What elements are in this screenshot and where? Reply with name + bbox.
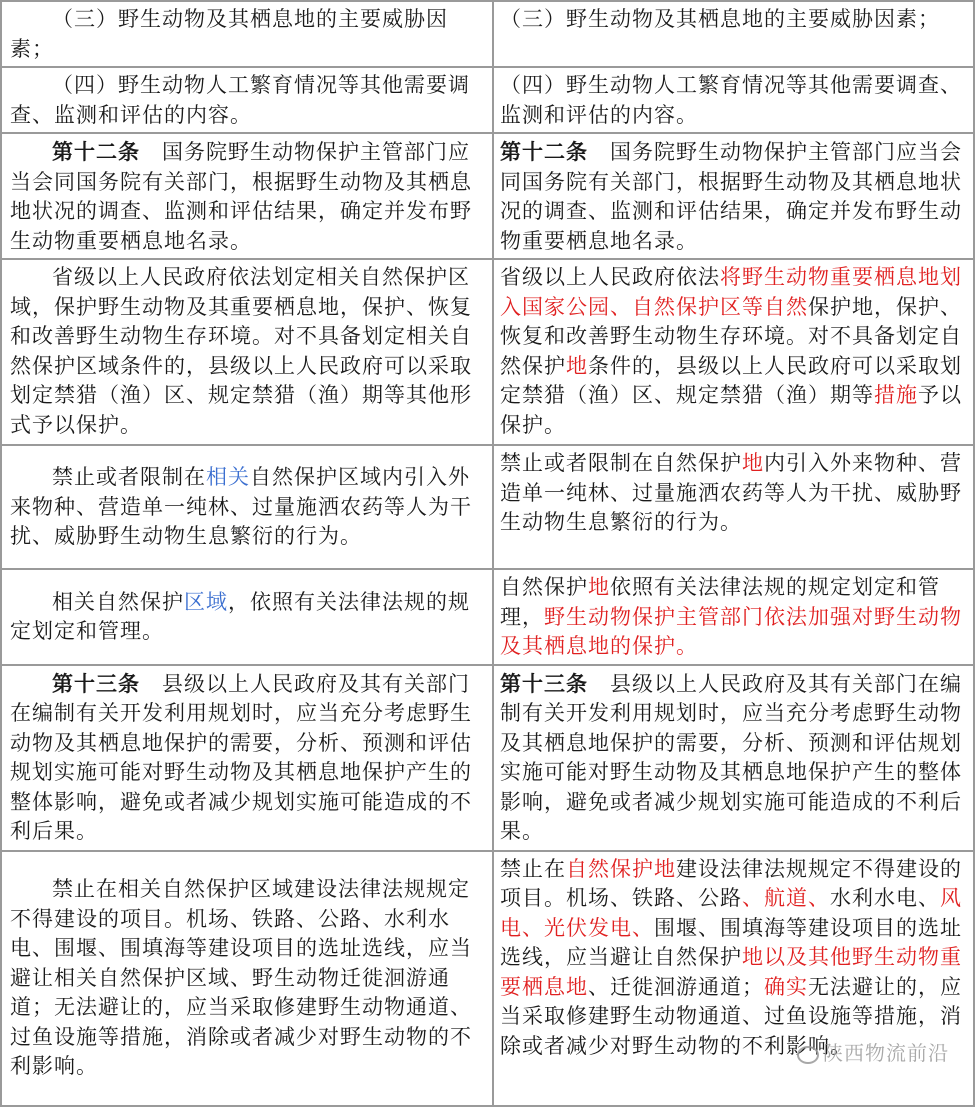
highlighted-text: 措施	[874, 383, 919, 407]
text-segment: （四）野生动物人工繁育情况等其他需要调查、监测和评估的内容。	[500, 73, 963, 127]
right-cell	[493, 851, 974, 1106]
text-segment: 省级以上人民政府依法划定相关自然保护区域，保护野生动物及其重要栖息地，保护、恢复和改善野生动物生存环境。对不具备划定相关自然保护区域条件的，县级以上人民政府可以采取划定禁猎（渔）区、规定禁猎（渔）期等其他形式予以保护。	[10, 265, 472, 437]
highlighted-text: 确实	[764, 974, 809, 999]
left-cell	[1, 445, 493, 569]
article-number: 第十三条	[52, 670, 140, 696]
right-cell	[493, 665, 974, 851]
text-segment: 相关自然保护	[52, 589, 184, 614]
highlighted-text: 将野生动物重要栖息地划入国家公园、自然保护区等自然	[500, 265, 963, 319]
text-segment: 条件的，县级以上人民政府可以采取划定禁猎（渔）区、规定禁猎（渔）期等	[500, 353, 963, 407]
highlighted-text: 区域	[184, 589, 228, 614]
left-cell	[1, 133, 493, 259]
text-segment: 禁止在相关自然保护区域建设法律法规规定不得建设的项目。机场、铁路、公路、水利水电、围堰、围填海等建设项目的选址选线，应当避让相关自然保护区域、野生动物迁徙洄游通道；无法避让的，应当采取修建野生动物通道、过鱼设施等措施，消除或者减少对野生动物的不利影响。	[10, 877, 472, 1079]
right-cell	[493, 445, 974, 569]
watermark-text: 陕西物流前沿	[823, 1041, 949, 1065]
text-segment: 县级以上人民政府及其有关部门在编制有关开发利用规划时，应当充分考虑野生动物及其栖息地保护的需要，分析、预测和评估规划实施可能对野生动物及其栖息地保护产生的整体影响，避免或者减少规划实施可能造成的不利后果。	[500, 671, 963, 843]
right-cell	[493, 1, 974, 67]
right-cell	[493, 569, 974, 665]
right-cell	[493, 67, 974, 133]
text-segment: 内引入外来物种、营造单一纯林、过量施洒农药等人为干扰、威胁野生动物生息繁衍的行为。	[500, 451, 963, 534]
left-cell	[1, 67, 493, 133]
text-segment: （四）野生动物人工繁育情况等其他需要调查、监测和评估的内容。	[10, 73, 470, 127]
right-cell	[493, 133, 974, 259]
text-segment: （三）野生动物及其栖息地的主要威胁因素；	[10, 7, 448, 61]
text-segment: 省级以上人民政府依法	[500, 265, 721, 289]
table-row	[1, 1, 974, 67]
left-cell	[1, 259, 493, 445]
text-segment: 建设法律法规规定不得建设的项目。机场、铁路、公路	[500, 856, 963, 910]
article-number: 第十三条	[500, 670, 589, 696]
left-cell	[1, 851, 493, 1106]
highlighted-text: 自然保护地	[566, 856, 677, 881]
table-row	[1, 665, 974, 851]
table-row	[1, 259, 974, 445]
highlighted-text: 风电、光伏发电、	[500, 886, 963, 940]
highlighted-text: 地以及其他野生动物重要栖息地	[500, 945, 963, 999]
text-segment: 国务院野生动物保护主管部门应当会同国务院有关部门，根据野生动物及其栖息地状况的调查、监测和评估结果，确定并发布野生动物重要栖息地名录。	[500, 140, 963, 253]
text-segment: 依照有关法律法规的规定划定和管理，	[500, 575, 941, 629]
left-cell	[1, 1, 493, 67]
highlighted-text: 地	[566, 353, 589, 378]
text-segment: 、迁徙洄游通道；	[588, 974, 765, 999]
text-segment: 围堰、围填海等建设项目的选址选线，应当避让自然保护	[500, 915, 963, 969]
text-segment: ，依照有关法律法规的规定划定和管理。	[10, 589, 470, 644]
text-segment: 自然保护区域内引入外来物种、营造单一纯林、过量施洒农药等人为干扰、威胁野生动物生息繁衍的行为。	[10, 465, 472, 549]
article-number: 第十二条	[500, 139, 589, 164]
table-row	[1, 851, 974, 1106]
text-segment: 县级以上人民政府及其有关部门在编制有关开发利用规划时，应当充分考虑野生动物及其栖息地保护的需要，分析、预测和评估规划实施可能对野生动物及其栖息地保护产生的整体影响，避免或者减少规划实施可能造成的不利后果。	[10, 671, 472, 843]
table-row	[1, 133, 974, 259]
text-segment: 禁止或者限制在	[52, 465, 206, 490]
highlighted-text: 地	[742, 451, 765, 475]
table-row	[1, 67, 974, 133]
text-segment: 无法避让的，应当采取修建野生动物通道、过鱼设施等措施，消除或者减少对野生动物的不利影响。	[500, 974, 963, 1058]
highlighted-text: 相关	[206, 465, 250, 490]
text-segment: 水利水电、	[830, 886, 941, 910]
text-segment: 禁止或者限制在自然保护	[500, 451, 743, 475]
highlighted-text: 地	[588, 575, 611, 599]
text-segment: 保护地，保护、恢复和改善野生动物生存环境。对不具备划定自然保护	[500, 294, 963, 378]
text-segment: 国务院野生动物保护主管部门应当会同国务院有关部门，根据野生动物及其栖息地状况的调查、监测和评估结果，确定并发布野生动物重要栖息地名录。	[10, 140, 472, 253]
highlighted-text: 野生动物保护主管部门依法加强对野生动物及其栖息地的保护。	[500, 604, 963, 658]
left-cell	[1, 569, 493, 665]
wechat-icon	[797, 1046, 819, 1064]
right-cell	[493, 259, 974, 445]
watermark	[797, 1037, 949, 1066]
text-segment: （三）野生动物及其栖息地的主要威胁因素；	[500, 7, 941, 31]
text-segment: 禁止在	[500, 856, 567, 881]
highlighted-text: 、航道、	[742, 886, 831, 910]
text-segment: 自然保护	[500, 575, 589, 599]
table-row	[1, 569, 974, 665]
text-segment: 予以保护。	[500, 383, 963, 437]
article-number: 第十二条	[52, 139, 140, 164]
table-row	[1, 445, 974, 569]
left-cell	[1, 665, 493, 851]
